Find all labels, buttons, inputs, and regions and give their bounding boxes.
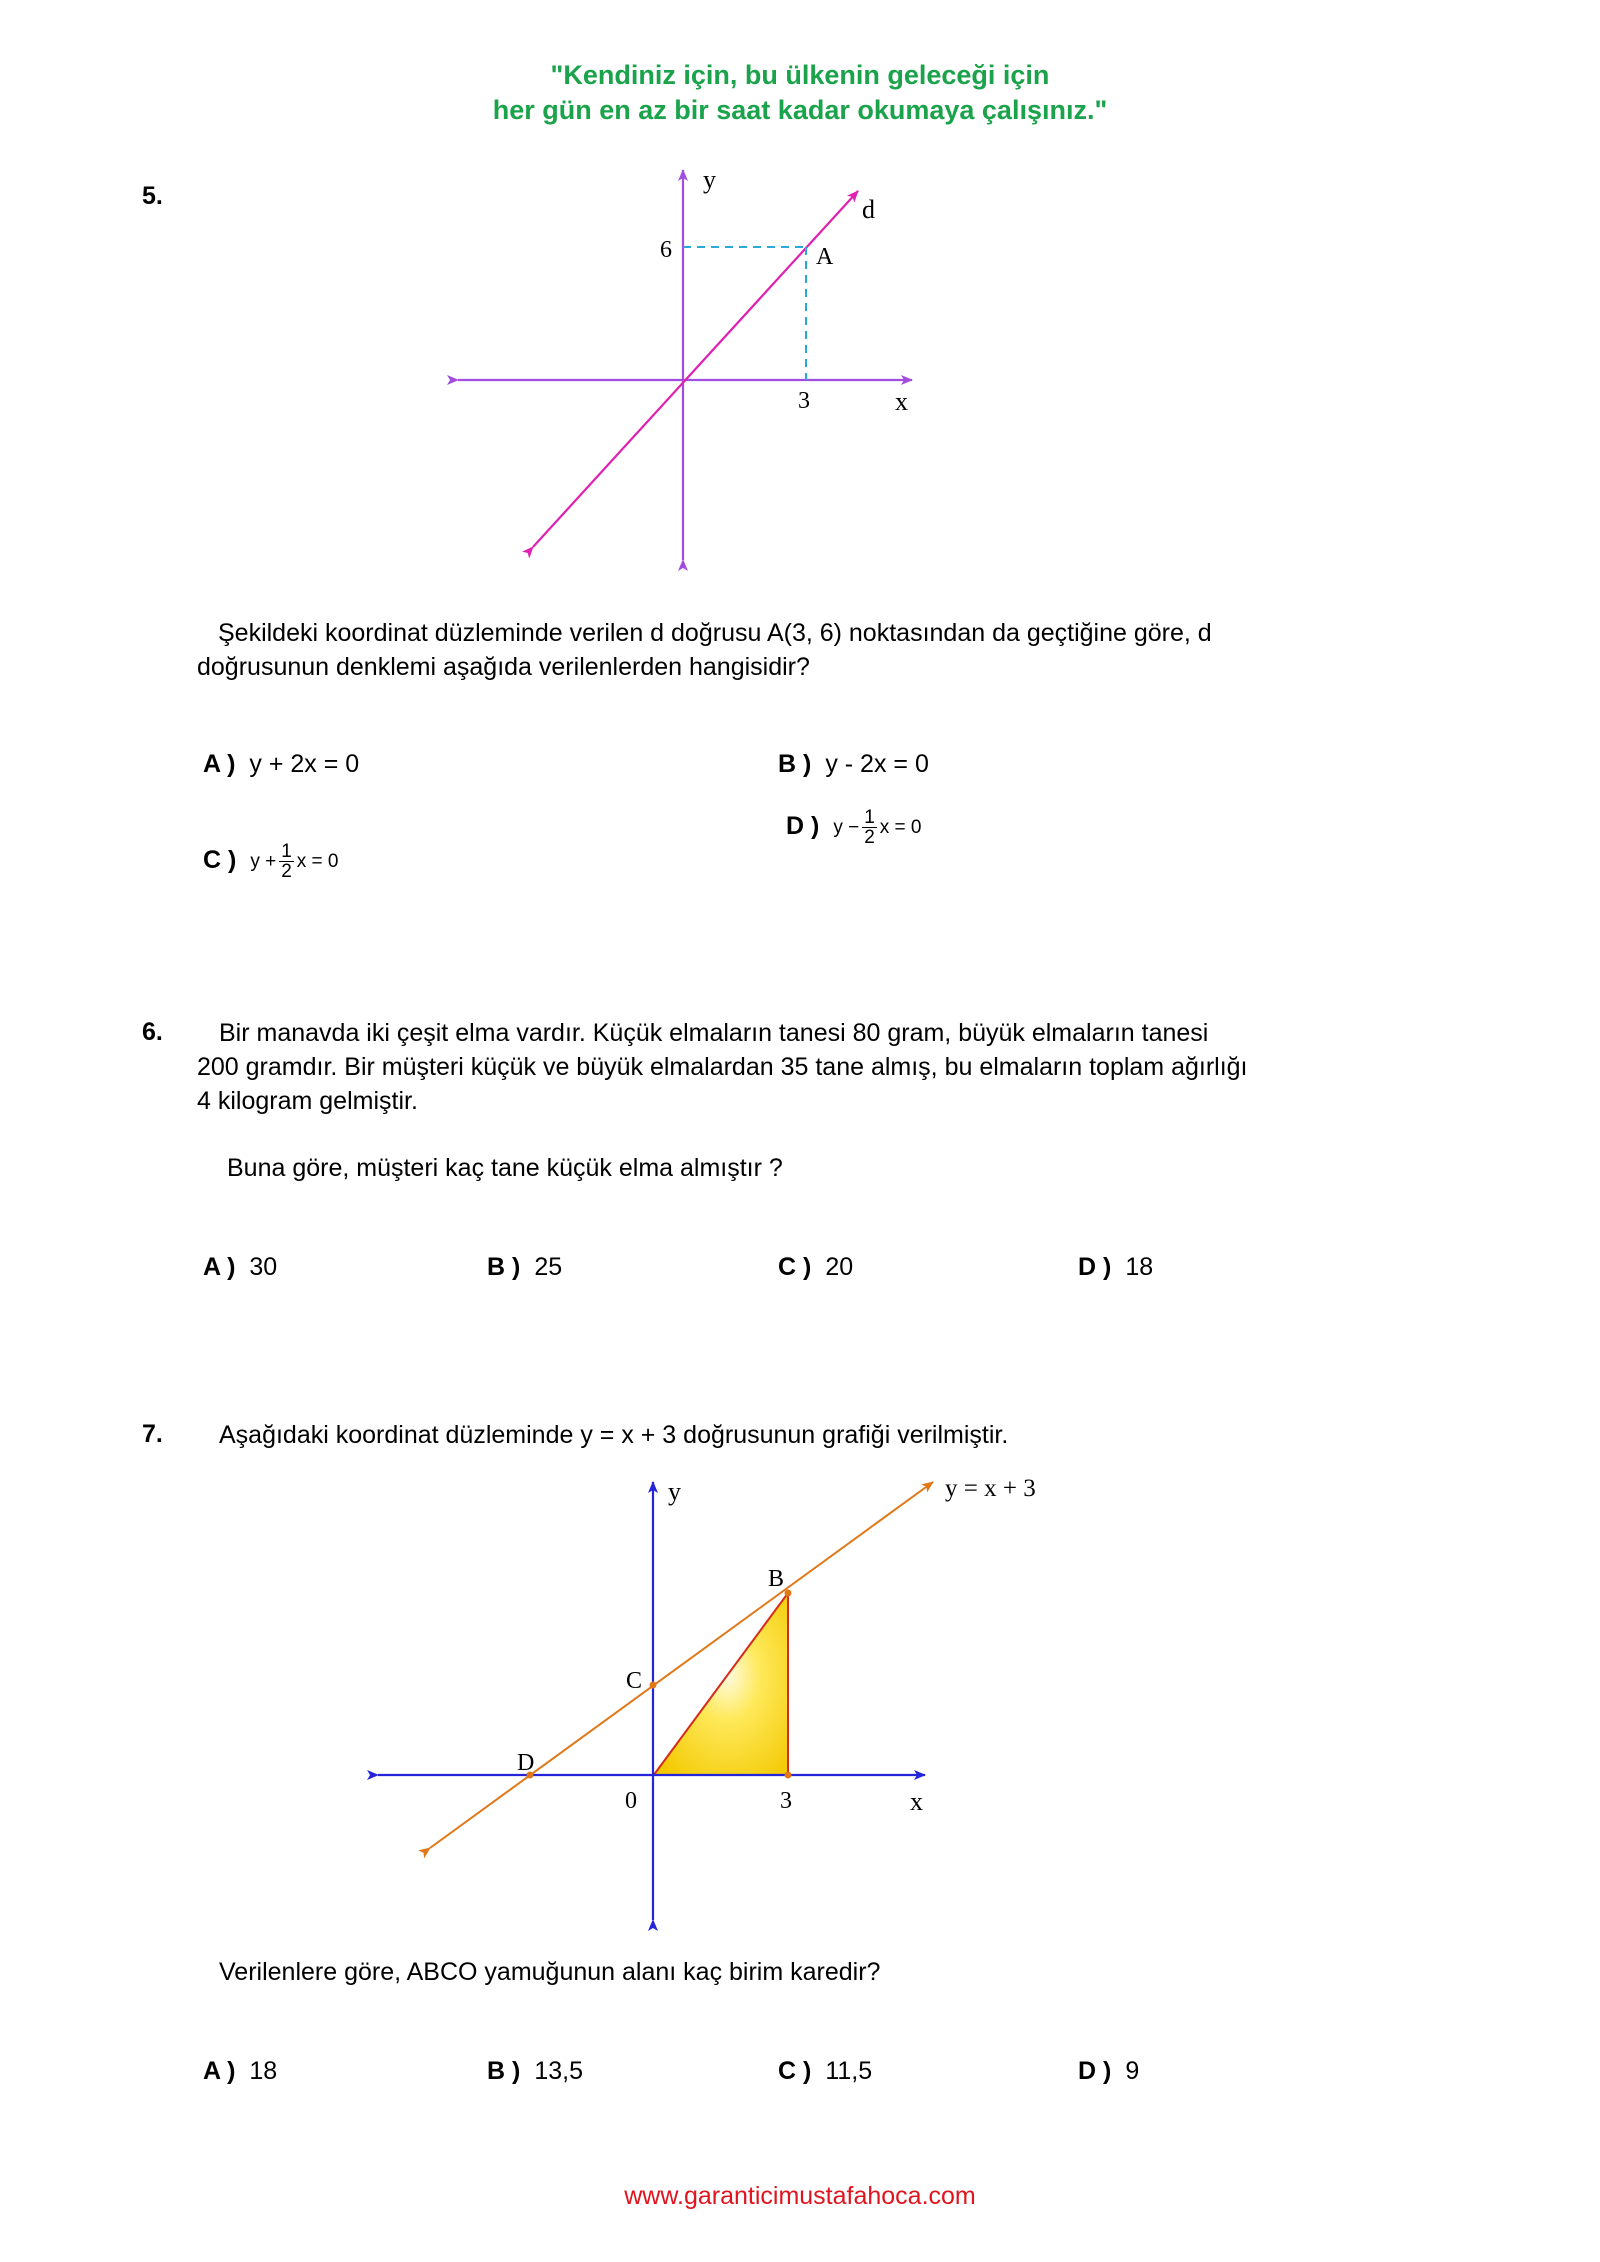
q6-option-c-text: 20 — [825, 1253, 854, 1281]
q5-option-d-letter: D ) — [786, 812, 820, 841]
q7-option-c-letter: C ) — [778, 2057, 812, 2085]
q6-question: Buna göre, müşteri kaç tane küçük elma almıştır ? — [227, 1154, 783, 1182]
q5-line-d — [533, 191, 858, 547]
q7-point-b — [785, 1590, 792, 1597]
q7-option-d-text: 9 — [1125, 2057, 1140, 2085]
q5-x-tick: 3 — [798, 388, 810, 414]
q6-option-a-text: 30 — [249, 1253, 278, 1281]
q7-option-a-letter: A ) — [203, 2057, 236, 2085]
q7-text: Aşağıdaki koordinat düzleminde y = x + 3 doğrusunun grafiği verilmiştir. — [219, 1421, 1009, 1449]
q7-option-b-letter: B ) — [487, 2057, 521, 2085]
q7-coordinate-graph — [0, 1440, 1600, 1940]
q6-option-b-text: 25 — [534, 1253, 563, 1281]
q6-text-line-3: 4 kilogram gelmiştir. — [197, 1087, 418, 1115]
q6-text-line-1: Bir manavda iki çeşit elma vardır. Küçük elmaların tanesi 80 gram, büyük elmaların tanesi — [219, 1019, 1209, 1047]
q5-option-d-pre: y − — [833, 816, 860, 838]
q5-option-c-numerator: 1 — [281, 841, 292, 862]
q7-x-label: x — [910, 1787, 923, 1816]
q7-point-3 — [785, 1772, 792, 1779]
q5-point-a-label: A — [816, 244, 834, 270]
footer-url[interactable]: www.garanticimustafahoca.com — [624, 2182, 976, 2210]
q5-option-d-numerator: 1 — [864, 807, 875, 828]
q5-y-tick: 6 — [660, 237, 672, 263]
q7-line — [430, 1482, 933, 1848]
q5-line-label: d — [862, 195, 875, 224]
q6-text-line-2: 200 gramdır. Bir müşteri küçük ve büyük elmalardan 35 tane almış, bu elmaların toplam ağırlığı — [197, 1053, 1248, 1081]
q5-option-b-text: y - 2x = 0 — [825, 750, 929, 778]
q7-y-label: y — [668, 1477, 681, 1506]
q5-option-c-letter: C ) — [203, 846, 237, 875]
q7-option-d-letter: D ) — [1078, 2057, 1112, 2085]
q6-option-a-letter: A ) — [203, 1253, 236, 1281]
q6-option-d-letter: D ) — [1078, 1253, 1112, 1281]
q7-option-b-text: 13,5 — [534, 2057, 583, 2085]
q7-question: Verilenlere göre, ABCO yamuğunun alanı kaç birim karedir? — [219, 1958, 881, 1986]
q5-option-a-letter: A ) — [203, 750, 236, 778]
question-5-number: 5. — [142, 182, 163, 210]
q5-option-c-pre: y + — [250, 850, 277, 872]
q7-x-tick: 3 — [780, 1788, 792, 1814]
q5-text-line-1: Şekildeki koordinat düzleminde verilen d doğrusu A(3, 6) noktasından da geçtiğine göre, d — [218, 619, 1212, 647]
q5-option-d-post: x = 0 — [879, 816, 922, 838]
q5-option-a-text: y + 2x = 0 — [249, 750, 360, 778]
q7-point-c — [650, 1682, 657, 1689]
question-7-number: 7. — [142, 1420, 163, 1448]
q7-b-label: B — [768, 1566, 785, 1592]
q7-option-b[interactable] — [487, 2057, 583, 2086]
q6-option-c[interactable] — [778, 1253, 853, 1282]
q6-option-d[interactable] — [1078, 1253, 1153, 1282]
q6-option-b[interactable] — [487, 1253, 562, 1282]
question-6-number: 6. — [142, 1018, 163, 1046]
q7-option-a[interactable] — [203, 2057, 277, 2086]
q5-text-line-2: doğrusunun denklemi aşağıda verilenlerden hangisidir? — [197, 653, 810, 681]
q6-option-b-letter: B ) — [487, 1253, 521, 1281]
q5-option-c-formula — [250, 842, 338, 881]
q6-option-c-letter: C ) — [778, 1253, 812, 1281]
motto-line-2: her gün en az bir saat kadar okumaya çalışınız." — [492, 95, 1108, 125]
q6-option-a[interactable] — [203, 1253, 277, 1282]
q5-coordinate-graph — [0, 0, 1600, 600]
q6-option-d-text: 18 — [1125, 1253, 1154, 1281]
q5-y-label: y — [703, 165, 716, 194]
q5-x-label: x — [895, 387, 908, 416]
q7-option-a-text: 18 — [249, 2057, 278, 2085]
motto-line-1: "Kendiniz için, bu ülkenin geleceği için — [550, 60, 1050, 90]
q7-d-label: D — [517, 1750, 535, 1776]
q7-c-label: C — [626, 1668, 643, 1694]
q5-option-d-formula — [833, 808, 921, 847]
q7-line-label: y = x + 3 — [945, 1475, 1036, 1502]
q7-trapezoid-abco — [653, 1593, 788, 1776]
q5-option-d[interactable] — [786, 808, 922, 847]
q7-option-d[interactable] — [1078, 2057, 1139, 2086]
q5-option-c-denominator: 2 — [281, 861, 292, 882]
q5-option-c-post: x = 0 — [296, 850, 339, 872]
q5-option-b[interactable] — [778, 750, 929, 779]
q7-origin-label: 0 — [625, 1788, 637, 1814]
q5-option-a[interactable] — [203, 750, 359, 779]
q7-option-c[interactable] — [778, 2057, 872, 2086]
q5-option-d-denominator: 2 — [864, 827, 875, 848]
q5-option-b-letter: B ) — [778, 750, 812, 778]
q5-option-c[interactable] — [203, 842, 339, 881]
q7-option-c-text: 11,5 — [825, 2057, 873, 2085]
